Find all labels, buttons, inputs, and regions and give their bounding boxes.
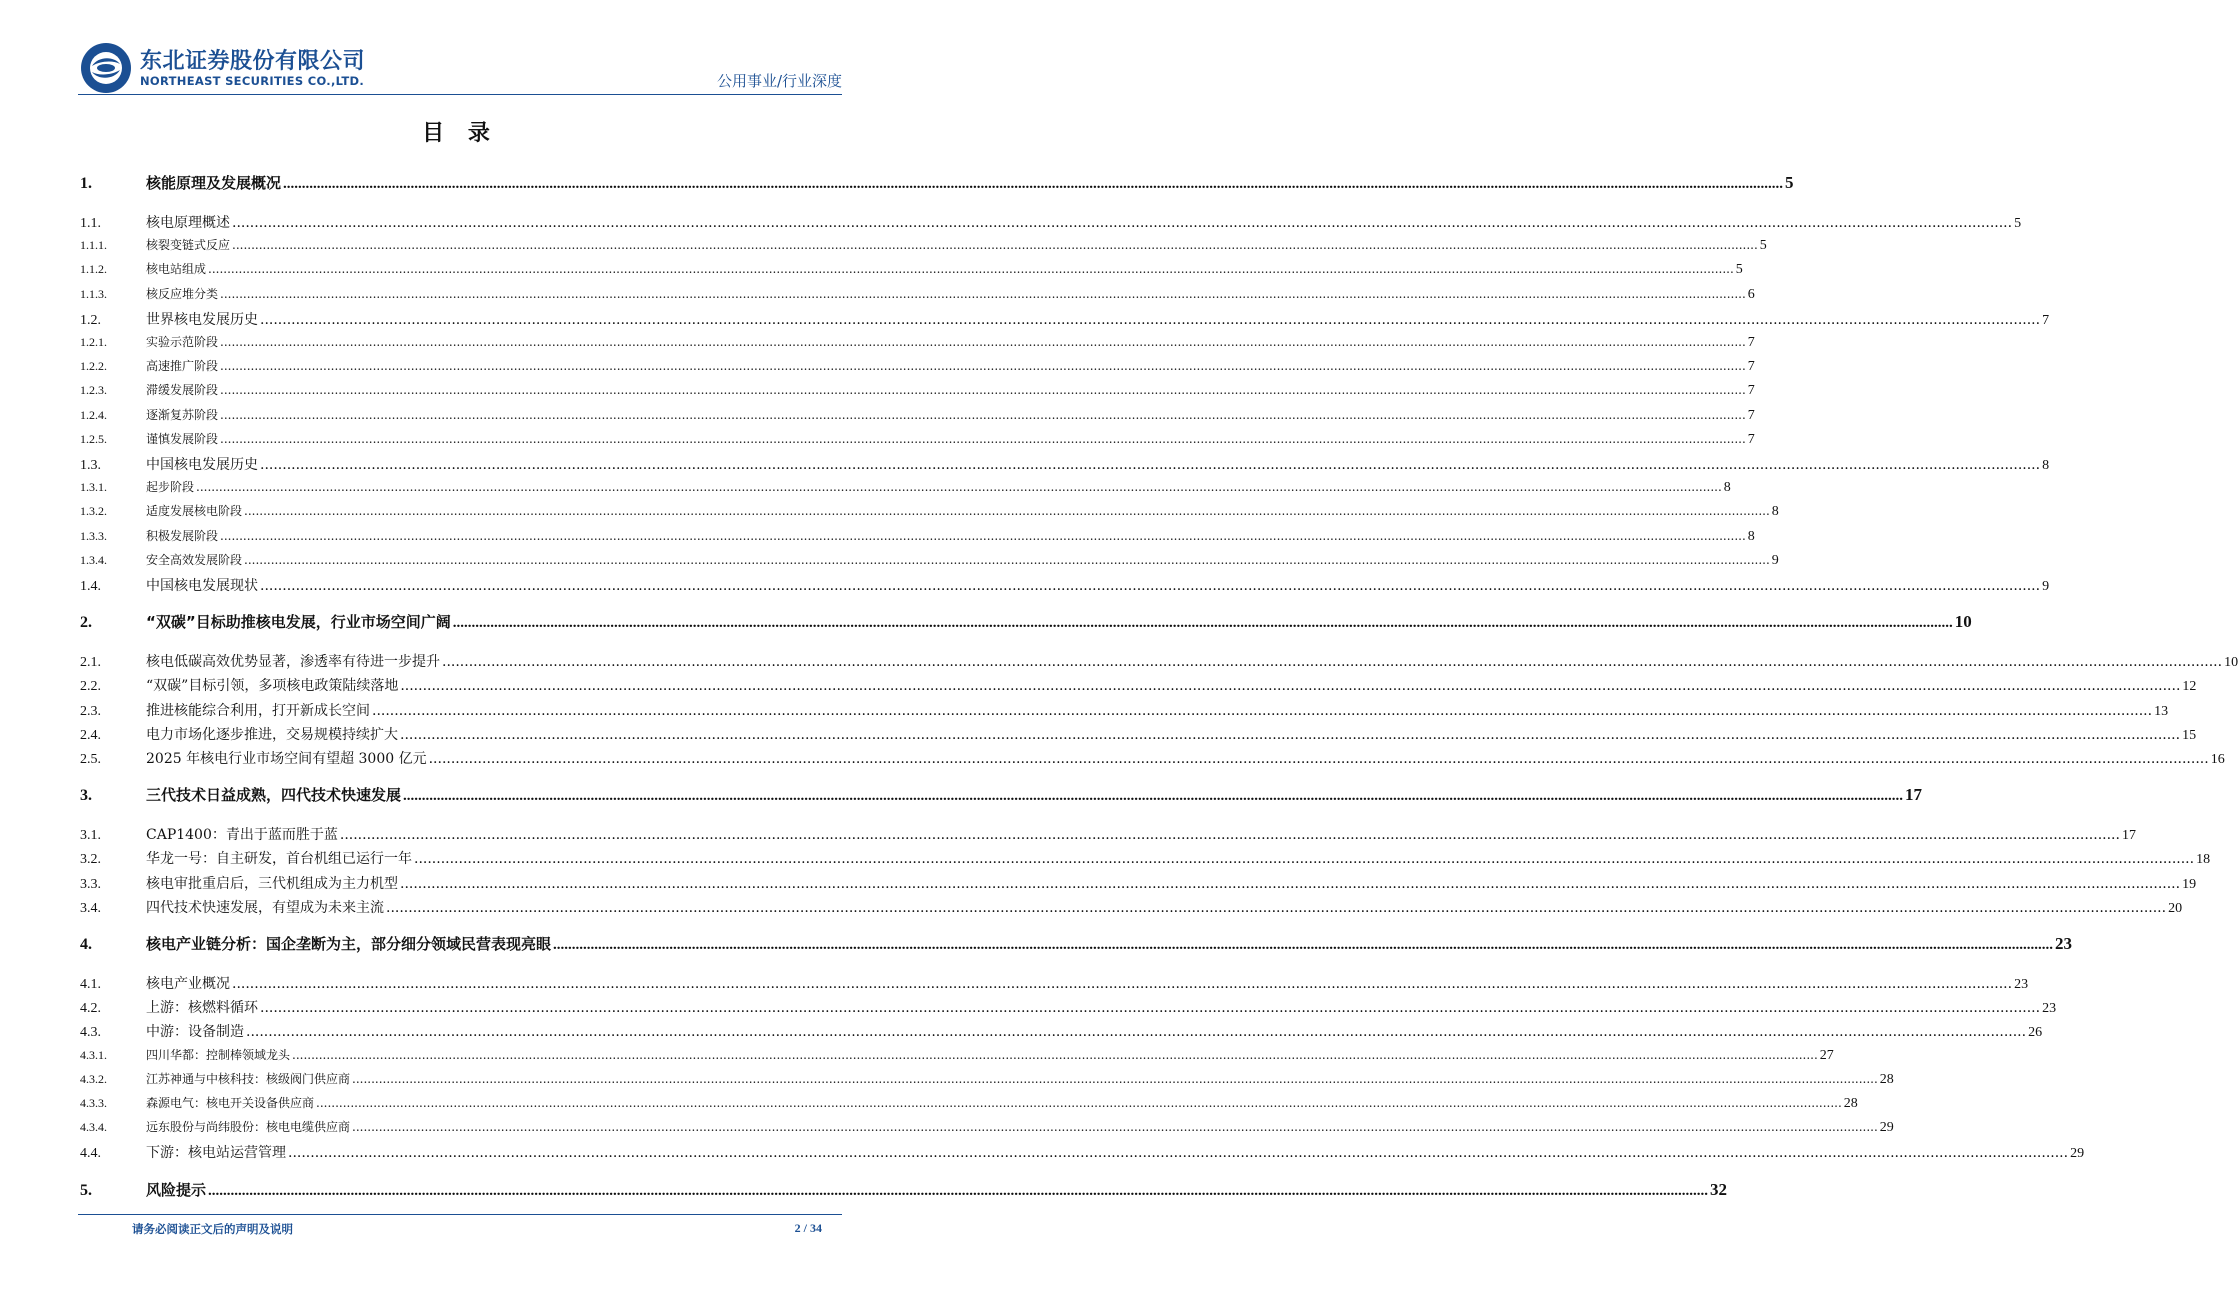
toc-entry-number: 1.3.4. [80,552,107,567]
toc-entry-number: 1.3.3. [80,528,107,543]
toc-leader-dots: ................................................................................................................................................................................................................................................................................................................................................................................................................ [553,937,2054,953]
toc-entry[interactable] [80,748,2225,768]
toc-entry-title: 四代技术快速发展，有望成为未来主流 [146,899,384,916]
toc-leader-dots: ................................................................................................................................................................................................................................................................................................................................................................................................................ [372,702,2153,719]
toc-entry-number: 1.2.1. [80,335,107,349]
toc-entry-number: 4.4. [80,1146,101,1162]
toc-entry-title: 高速推广阶段 [146,359,219,374]
toc-leader-dots: ................................................................................................................................................................................................................................................................................................................................................................................................................ [442,654,2223,671]
toc-entry[interactable] [80,1118,1894,1136]
toc-entry-title: 风险提示 [146,1180,207,1199]
toc-entry-page: 29 [1879,1120,1894,1136]
toc-leader-dots: ................................................................................................................................................................................................................................................................................................................................................................................................................ [220,359,1746,374]
toc-entry[interactable] [80,973,2029,993]
page-title: 目 录 [422,121,498,146]
toc-entry-number: 5. [80,1181,92,1199]
toc-entry-number: 4.3.1. [80,1047,107,1062]
toc-entry-title: 核电产业概况 [146,976,230,992]
toc-entry-title: 安全高效发展阶段 [146,552,243,567]
toc-leader-dots: ................................................................................................................................................................................................................................................................................................................................................................................................................ [220,528,1746,543]
company-name-cn: 东北证券股份有限公司 [140,49,366,74]
toc-leader-dots: ................................................................................................................................................................................................................................................................................................................................................................................................................ [208,262,1734,277]
toc-entry-page: 5 [1785,173,1794,192]
page-header [78,40,842,96]
toc-entry-page: 5 [2014,216,2022,231]
toc-entry[interactable] [80,478,1731,496]
toc-entry-page: 5 [1759,238,1767,254]
toc-entry-page: 9 [2042,579,2050,594]
toc-entry[interactable] [80,333,1755,351]
toc-entry-page: 19 [2182,876,2197,892]
toc-entry-page: 26 [2028,1025,2043,1041]
toc-entry-page: 28 [1879,1071,1894,1087]
toc-leader-dots: ................................................................................................................................................................................................................................................................................................................................................................................................................ [260,311,2041,328]
toc-entry[interactable] [80,784,1923,805]
toc-entry-title: 积极发展阶段 [146,528,219,543]
toc-leader-dots: ................................................................................................................................................................................................................................................................................................................................................................................................................ [196,480,1722,495]
toc-leader-dots: ................................................................................................................................................................................................................................................................................................................................................................................................................ [403,788,1904,805]
toc-entry[interactable] [80,212,2022,232]
toc-entry[interactable] [80,381,1755,399]
page-number: 2 / 34 [794,1221,822,1235]
toc-entry-page: 7 [1747,359,1755,375]
toc-entry-page: 7 [1747,407,1755,423]
toc-entry-page: 20 [2168,900,2183,916]
toc-entry[interactable] [80,873,2197,893]
toc-entry-title: 江苏神通与中核科技：核级阀门供应商 [146,1071,351,1086]
toc-entry[interactable] [80,724,2197,744]
toc-leader-dots: ................................................................................................................................................................................................................................................................................................................................................................................................................ [352,1120,1878,1135]
toc-entry-title: 2025 年核电行业市场空间有望超 3000 亿元 [146,751,427,767]
toc-leader-dots: ................................................................................................................................................................................................................................................................................................................................................................................................................ [400,726,2181,743]
toc-entry-number: 1.3. [80,458,101,473]
toc-leader-dots: ................................................................................................................................................................................................................................................................................................................................................................................................................ [414,851,2195,868]
toc-entry-title: 实验示范阶段 [146,335,219,349]
toc-entry-page: 7 [1747,383,1755,399]
toc-entry-title: CAP1400：青出于蓝而胜于蓝 [146,827,338,844]
toc-entry-title: 核反应堆分类 [146,286,219,301]
toc-leader-dots: ................................................................................................................................................................................................................................................................................................................................................................................................................ [260,1000,2041,1017]
toc-entry-page: 5 [1735,262,1743,278]
toc-entry[interactable] [80,848,2211,868]
toc-entry[interactable] [80,1142,2085,1162]
toc-entry-page: 17 [2121,828,2136,844]
toc-entry-title: 推进核能综合利用，打开新成长空间 [146,702,370,719]
toc-entry[interactable] [80,1021,2043,1041]
toc-leader-dots: ................................................................................................................................................................................................................................................................................................................................................................................................................ [246,1024,2027,1041]
toc-entry[interactable] [80,527,1755,545]
toc-entry-title: 四川华都：控制棒领域龙头 [146,1047,291,1062]
toc-entry-number: 4.3.2. [80,1071,107,1086]
toc-entry-title: 核电低碳高效优势显著，渗透率有待进一步提升 [146,654,440,671]
footer-divider [78,1214,842,1215]
toc-entry-number: 4.3.4. [80,1120,107,1135]
toc-entry[interactable] [80,260,1743,278]
toc-leader-dots: ................................................................................................................................................................................................................................................................................................................................................................................................................ [428,751,2209,767]
toc-entry-page: 17 [1905,785,1923,805]
toc-entry-page: 8 [1723,480,1731,496]
report-category: 公用事业/行业深度 [716,72,842,90]
toc-entry[interactable] [80,430,1755,448]
toc-entry-title: 核电产业链分析：国企垄断为主，部分细分领域民营表现亮眼 [146,935,552,953]
toc-entry[interactable] [80,651,2238,671]
toc-entry-number: 1.3.2. [80,504,107,519]
toc-entry-number: 2. [80,614,92,632]
toc-entry-title: 下游：核电站运营管理 [146,1145,286,1162]
toc-entry-number: 3. [80,787,92,805]
toc-entry-number: 3.4. [80,900,101,916]
toc-entry-title: 三代技术日益成熟，四代技术快速发展 [146,786,402,805]
toc-entry[interactable] [80,357,1755,375]
toc-entry-number: 4.3.3. [80,1096,107,1110]
toc-entry-number: 1. [80,175,92,192]
toc-entry-page: 12 [2182,679,2197,695]
toc-entry-number: 3.3. [80,876,101,892]
toc-entry-title: 逐渐复苏阶段 [146,407,219,422]
toc-leader-dots: ................................................................................................................................................................................................................................................................................................................................................................................................................ [220,335,1746,349]
toc-leader-dots: ................................................................................................................................................................................................................................................................................................................................................................................................................ [400,875,2181,892]
toc-leader-dots: ................................................................................................................................................................................................................................................................................................................................................................................................................ [232,238,1758,253]
toc-entry-page: 8 [1747,528,1755,544]
toc-entry-title: 电力市场化逐步推进，交易规模持续扩大 [146,726,398,743]
toc-entry-number: 1.2.2. [80,359,107,374]
toc-entry-number: 3.2. [80,852,101,868]
company-name-en: NORTHEAST SECURITIES CO.,LTD. [140,74,364,88]
toc-entry-page: 7 [1747,431,1755,447]
toc-entry-page: 18 [2196,852,2211,868]
toc-leader-dots: ................................................................................................................................................................................................................................................................................................................................................................................................................ [386,899,2167,916]
toc-entry-number: 1.1.3. [80,286,107,301]
toc-entry-number: 1.1.2. [80,262,107,277]
toc-entry-title: 起步阶段 [146,480,195,495]
toc-entry-page: 10 [2224,655,2238,671]
company-logo-icon [80,42,132,94]
toc-entry-page: 8 [1771,504,1779,520]
toc-entry-title: 适度发展核电阶段 [146,504,243,519]
toc-entry[interactable] [80,236,1767,254]
toc-entry-title: 谨慎发展阶段 [146,431,219,446]
toc-entry-number: 1.4. [80,579,101,594]
toc-entry-number: 2.4. [80,727,101,743]
toc-entry-title: 世界核电发展历史 [146,311,258,328]
header-divider [78,94,842,95]
toc-leader-dots: ................................................................................................................................................................................................................................................................................................................................................................................................................ [292,1047,1818,1062]
toc-entry-page: 10 [1954,612,1972,632]
toc-entry-number: 4. [80,936,92,953]
toc-entry[interactable] [80,575,2050,595]
toc-leader-dots: ................................................................................................................................................................................................................................................................................................................................................................................................................ [288,1145,2069,1162]
toc-entry[interactable] [80,997,2057,1017]
toc-entry-number: 1.1.1. [80,238,107,253]
toc-entry-page: 7 [2042,312,2050,328]
toc-entry-title: 核裂变链式反应 [146,238,231,253]
toc-leader-dots: ................................................................................................................................................................................................................................................................................................................................................................................................................ [283,176,1784,192]
toc-entry[interactable] [80,172,1794,193]
toc-entry-page: 6 [1747,286,1755,302]
toc-entry-title: “双碳”目标引领，多项核电政策陆续落地 [146,678,399,695]
toc-entry-title: 核电站组成 [146,262,207,277]
toc-entry-page: 16 [2210,752,2225,767]
toc-entry[interactable] [80,824,2136,844]
toc-leader-dots: ................................................................................................................................................................................................................................................................................................................................................................................................................ [232,215,2013,231]
toc-entry[interactable] [80,611,1972,632]
toc-entry-number: 2.3. [80,703,101,719]
toc-entry-title: 上游：核燃料循环 [146,1000,258,1017]
toc-entry-title: “双碳”目标助推核电发展，行业市场空间广阔 [146,613,451,632]
toc-leader-dots: ................................................................................................................................................................................................................................................................................................................................................................................................................ [339,827,2120,844]
toc-leader-dots: ................................................................................................................................................................................................................................................................................................................................................................................................................ [220,383,1746,398]
toc-entry-page: 28 [1843,1096,1858,1111]
toc-entry-page: 29 [2070,1146,2085,1162]
toc-entry-number: 4.2. [80,1001,101,1017]
toc-leader-dots: ................................................................................................................................................................................................................................................................................................................................................................................................................ [352,1071,1878,1086]
toc-entry[interactable] [80,502,1779,520]
toc-entry-title: 中国核电发展现状 [146,578,258,594]
footer-disclaimer: 请务必阅读正文后的声明及说明 [132,1222,293,1236]
toc-leader-dots: ................................................................................................................................................................................................................................................................................................................................................................................................................ [260,457,2041,473]
toc-entry-number: 2.1. [80,655,101,671]
toc-entry[interactable] [80,933,2073,954]
toc-entry[interactable] [80,1070,1894,1088]
toc-entry-title: 远东股份与尚纬股份：核电电缆供应商 [146,1120,351,1135]
toc-entry[interactable] [80,700,2169,720]
toc-entry-title: 森源电气：核电开关设备供应商 [146,1096,315,1110]
toc-entry-page: 7 [1747,335,1755,350]
toc-entry[interactable] [80,675,2197,695]
toc-leader-dots: ................................................................................................................................................................................................................................................................................................................................................................................................................ [244,504,1770,519]
toc-entry[interactable] [80,406,1755,424]
toc-entry-title: 核电审批重启后，三代机组成为主力机型 [146,875,398,892]
toc-entry-page: 32 [1710,1179,1728,1199]
toc-entry-number: 4.3. [80,1025,101,1041]
toc-entry-page: 8 [2042,458,2050,473]
toc-entry-number: 4.1. [80,977,101,992]
toc-entry[interactable] [80,551,1779,569]
toc-entry[interactable] [80,309,2050,329]
toc-entry[interactable] [80,1046,1834,1064]
toc-entry-title: 中国核电发展历史 [146,457,258,473]
toc-entry-title: 华龙一号：自主研发，首台机组已运行一年 [146,851,412,868]
toc-leader-dots: ................................................................................................................................................................................................................................................................................................................................................................................................................ [220,407,1746,422]
toc-entry-number: 1.1. [80,216,101,231]
toc-leader-dots: ................................................................................................................................................................................................................................................................................................................................................................................................................ [244,552,1770,567]
toc-entry[interactable] [80,897,2183,917]
toc-entry-page: 23 [2014,977,2029,992]
toc-leader-dots: ................................................................................................................................................................................................................................................................................................................................................................................................................ [400,678,2181,695]
toc-entry-page: 9 [1771,552,1779,568]
toc-entry-title: 滞缓发展阶段 [146,383,219,398]
toc-leader-dots: ................................................................................................................................................................................................................................................................................................................................................................................................................ [220,431,1746,446]
toc-entry-number: 3.1. [80,828,101,844]
toc-entry-title: 核能原理及发展概况 [146,174,282,192]
toc-entry-page: 13 [2154,703,2169,719]
toc-entry-page: 15 [2182,727,2197,743]
toc-entry[interactable] [80,285,1755,303]
toc-entry-page: 27 [1819,1047,1834,1063]
toc-entry-number: 2.2. [80,679,101,695]
toc-entry-number: 1.2. [80,312,101,328]
toc-leader-dots: ................................................................................................................................................................................................................................................................................................................................................................................................................ [452,615,1953,632]
toc-leader-dots: ................................................................................................................................................................................................................................................................................................................................................................................................................ [260,578,2041,594]
toc-leader-dots: ................................................................................................................................................................................................................................................................................................................................................................................................................ [316,1096,1842,1110]
toc-leader-dots: ................................................................................................................................................................................................................................................................................................................................................................................................................ [232,976,2013,992]
toc-entry-number: 1.2.4. [80,407,107,422]
toc-entry[interactable] [80,1094,1858,1112]
toc-entry-title: 核电原理概述 [146,215,230,231]
toc-entry-page: 23 [2042,1001,2057,1017]
toc-leader-dots: ................................................................................................................................................................................................................................................................................................................................................................................................................ [208,1182,1709,1199]
toc-entry-number: 1.2.5. [80,431,107,446]
toc-entry[interactable] [80,454,2050,474]
toc-leader-dots: ................................................................................................................................................................................................................................................................................................................................................................................................................ [220,286,1746,301]
toc-entry-number: 1.2.3. [80,383,107,398]
toc-entry-page: 23 [2055,934,2073,953]
toc-entry-title: 中游：设备制造 [146,1024,244,1041]
toc-entry-number: 1.3.1. [80,480,107,495]
toc-entry[interactable] [80,1179,1728,1200]
toc-entry-number: 2.5. [80,752,101,767]
